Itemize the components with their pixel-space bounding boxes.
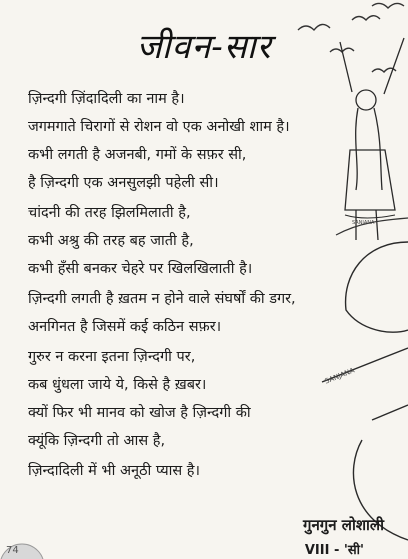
poem-line: जगमगाते चिरागों से रोशन वो एक अनोखी शाम है। bbox=[28, 119, 290, 135]
poem-title: जीवन-सार bbox=[136, 27, 272, 67]
page-number: 74 bbox=[6, 545, 19, 556]
class-label: VIII - 'सी' bbox=[304, 543, 364, 558]
bird-icon bbox=[372, 3, 404, 8]
sketch-signature: SANJANA bbox=[352, 220, 375, 226]
poem-line: क्यूंकि ज़िन्दगी तो आस है, bbox=[28, 433, 166, 449]
poem-line: ज़िन्दगी लगती है ख़तम न होने वाले संघर्षों की डगर, bbox=[28, 291, 296, 307]
poem-line: ज़िन्दादिली में भी अनूठी प्यास है। bbox=[28, 463, 200, 479]
poem-line: कब धुंधला जाये ये, किसे है ख़बर। bbox=[28, 377, 207, 393]
moon-sketch bbox=[346, 242, 408, 332]
poem-line: गुरुर न करना इतना ज़िन्दगी पर, bbox=[28, 349, 196, 365]
poem-line: क्यों फिर भी मानव को खोज है ज़िन्दगी की bbox=[28, 405, 251, 421]
poem-line: अनगिनत है जिसमें कई कठिन सफ़र। bbox=[28, 319, 222, 335]
author-name: गुनगुन लोशाली bbox=[303, 516, 384, 534]
poem-line: कभी हँसी बनकर चेहरे पर खिलखिलाती है। bbox=[28, 261, 253, 277]
sketch-signature: SANJANA bbox=[323, 366, 356, 386]
poem-line: चांदनी की तरह झिलमिलाती है, bbox=[28, 205, 191, 221]
poem-line: है ज़िन्दगी एक अनसुलझी पहेली सी। bbox=[28, 175, 219, 191]
poem-line: कभी अश्रु की तरह बह जाती है, bbox=[28, 233, 194, 249]
girl-figure-sketch bbox=[340, 38, 404, 240]
bird-icon bbox=[352, 16, 380, 20]
poem-line: ज़िन्दगी ज़िंदादिली का नाम है। bbox=[28, 91, 185, 107]
poem-line: कभी लगती है अजनबी, गमों के सफ़र सी, bbox=[28, 147, 247, 163]
